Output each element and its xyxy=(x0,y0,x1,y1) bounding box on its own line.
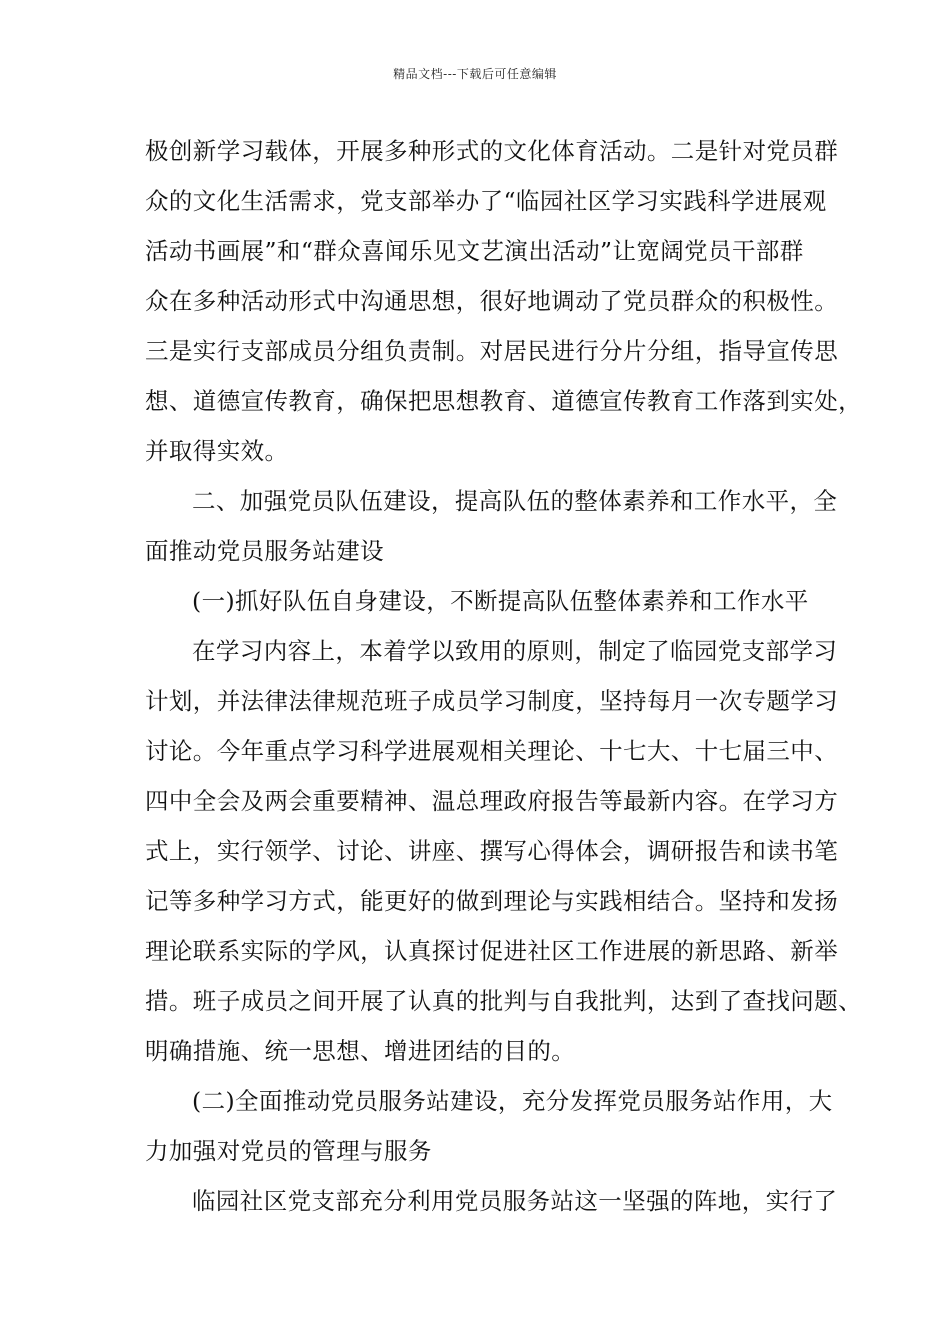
text-line: 力加强对党员的管理与服务 xyxy=(145,1137,432,1165)
text-line: (二)全面推动党员服务站建设，充分发挥党员服务站作用，大 xyxy=(192,1087,833,1115)
text-line: 众的文化生活需求，党支部举办了“临园社区学习实践科学进展观 xyxy=(145,187,827,215)
text-line: 在学习内容上，本着学以致用的原则，制定了临园党支部学习 xyxy=(192,637,838,665)
text-line: (一)抓好队伍自身建设，不断提高队伍整体素养和工作水平 xyxy=(192,587,809,615)
text-line: 众在多种活动形式中沟通思想，很好地调动了党员群众的积极性。 xyxy=(145,287,839,315)
text-line: 面推动党员服务站建设 xyxy=(145,537,384,565)
text-line: 措。班子成员之间开展了认真的批判与自我批判，达到了查找问题、 xyxy=(145,987,862,1015)
text-line: 记等多种学习方式，能更好的做到理论与实践相结合。坚持和发扬 xyxy=(145,887,839,915)
text-line: 三是实行支部成员分组负责制。对居民进行分片分组，指导宣传思 xyxy=(145,337,839,365)
text-line: 想、道德宣传教育，确保把思想教育、道德宣传教育工作落到实处， xyxy=(145,387,862,415)
text-line: 二、加强党员队伍建设，提高队伍的整体素养和工作水平，全 xyxy=(192,487,838,515)
text-line: 讨论。今年重点学习科学进展观相关理论、十七大、十七届三中、 xyxy=(145,737,839,765)
text-line: 临园社区党支部充分利用党员服务站这一坚强的阵地，实行了 xyxy=(192,1187,838,1215)
text-line: 理论联系实际的学风，认真探讨促进社区工作进展的新思路、新举 xyxy=(145,937,839,965)
document-body xyxy=(145,126,862,1226)
text-line: 并取得实效。 xyxy=(145,437,289,465)
text-line: 式上，实行领学、讨论、讲座、撰写心得体会，调研报告和读书笔 xyxy=(145,837,839,865)
text-line: 计划，并法律法律规范班子成员学习制度，坚持每月一次专题学习 xyxy=(145,687,839,715)
text-line: 活动书画展”和“群众喜闻乐见文艺演出活动”让宽阔党员干部群 xyxy=(145,237,804,265)
text-line: 明确措施、统一思想、增进团结的目的。 xyxy=(145,1037,576,1065)
text-line: 四中全会及两会重要精神、温总理政府报告等最新内容。在学习方 xyxy=(145,787,839,815)
text-line: 极创新学习载体，开展多种形式的文化体育活动。二是针对党员群 xyxy=(145,137,839,165)
page-header: 精品文档---下载后可任意编辑 xyxy=(393,67,557,81)
